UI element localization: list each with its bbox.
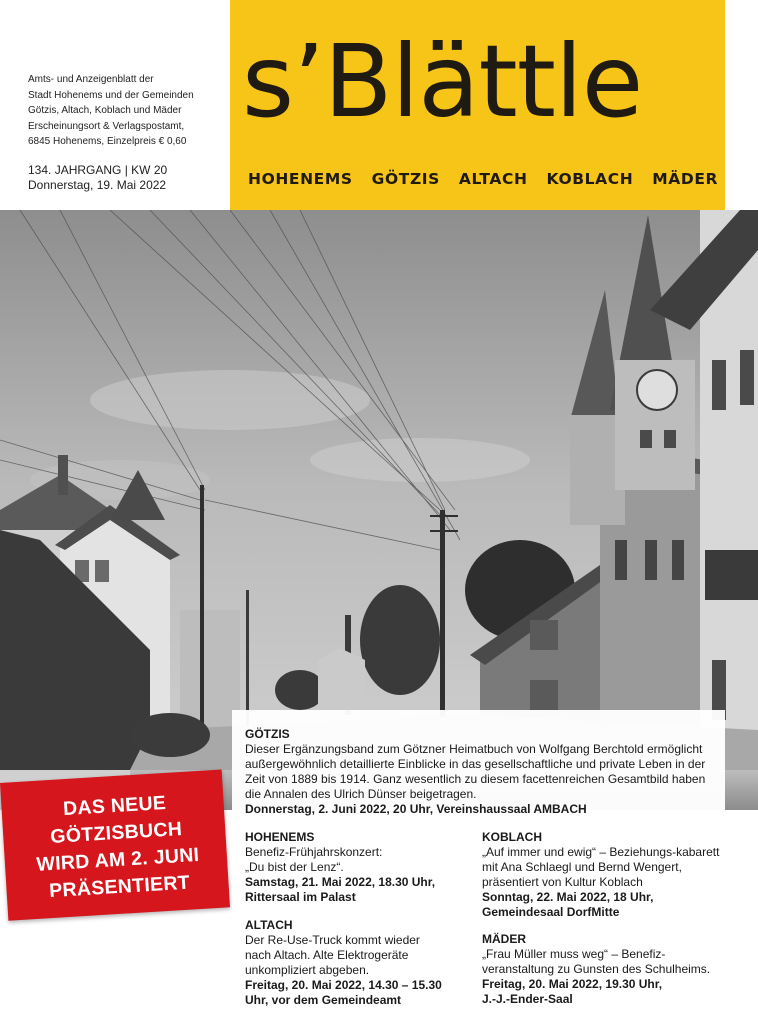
publisher-info-line: Götzis, Altach, Koblach und Mäder <box>28 105 182 116</box>
event-description: Benefiz-Frühjahrskonzert: „Du bist der Lenz“. <box>245 845 383 874</box>
town-hohenems: HOHENEMS <box>248 170 353 188</box>
headline-line: DAS NEUE <box>62 791 167 821</box>
event-time: Donnerstag, 2. Juni 2022, 20 Uhr, Vereinshaussaal AMBACH <box>245 802 587 816</box>
event-time: Sonntag, 22. Mai 2022, 18 Uhr, Gemeindesaal DorfMitte <box>482 890 654 919</box>
event-place: GÖTZIS <box>245 727 290 741</box>
headline-banner <box>0 769 230 920</box>
event-time: Freitag, 20. Mai 2022, 19.30 Uhr, J.-J.-Ender-Saal <box>482 977 663 1006</box>
newspaper-title: s’Blättle <box>242 23 643 140</box>
event-maeder <box>482 932 720 1007</box>
publisher-info-line: Amts- und Anzeigenblatt der <box>28 74 154 85</box>
publisher-info-line: Erscheinungsort & Verlagspostamt, <box>28 120 185 132</box>
event-koblach <box>482 830 720 920</box>
issue-date: Donnerstag, 19. Mai 2022 <box>28 178 167 192</box>
headline-line: GÖTZISBUCH <box>49 817 183 849</box>
town-maeder: MÄDER <box>652 170 719 188</box>
masthead-title-block <box>230 0 725 216</box>
town-koblach: KOBLACH <box>546 170 634 188</box>
town-goetzis: GÖTZIS <box>371 170 440 188</box>
publisher-info <box>28 72 228 150</box>
town-list <box>248 170 718 188</box>
event-listing <box>232 710 725 1024</box>
town-altach: ALTACH <box>458 170 528 188</box>
publisher-info-line: 6845 Hohenems, Einzelpreis € 0,60 <box>28 136 187 147</box>
event-place: KOBLACH <box>482 830 542 844</box>
event-description: „Auf immer und ewig“ – Beziehungs-kabarett mit Ana Schlaegl und Bernd Wengert, präsentiert von Kultur Koblach <box>482 845 720 889</box>
event-description: Dieser Ergänzungsband zum Götzner Heimatbuch von Wolfgang Berchtold ermöglicht außergewöhnlich detaillierte Einblicke in das gesellschaftliche und private Leben in der Zeit von 1889 bis 1914. Ganz wesentlich zu diesem facettenreichen Gesamtbild haben die Annalen des Ulrich Dünser beigetragen. <box>245 742 706 801</box>
publisher-info-line: Stadt Hohenems und der Gemeinden <box>28 89 194 101</box>
issue-info <box>28 163 228 193</box>
event-altach <box>245 918 465 1008</box>
headline-text <box>11 787 223 907</box>
issue-number: 134. JAHRGANG | KW 20 <box>28 163 168 177</box>
event-place: ALTACH <box>245 918 293 932</box>
event-goetzis <box>245 727 717 817</box>
event-time: Freitag, 20. Mai 2022, 14.30 – 15.30 Uhr, vor dem Gemeindeamt <box>245 978 442 1007</box>
headline-line: WIRD AM 2. JUNI <box>35 843 200 876</box>
event-time: Samstag, 21. Mai 2022, 18.30 Uhr, Rittersaal im Palast <box>245 875 436 904</box>
headline-line: PRÄSENTIERT <box>48 871 191 903</box>
event-hohenems <box>245 830 475 905</box>
event-description: „Frau Müller muss weg“ – Benefiz-veranstaltung zu Gunsten des Schulheims. <box>482 947 711 976</box>
event-place: MÄDER <box>482 932 526 946</box>
event-place: HOHENEMS <box>245 830 315 844</box>
event-description: Der Re-Use-Truck kommt wieder nach Altach. Alte Elektrogeräte unkompliziert abgeben. <box>245 933 420 977</box>
